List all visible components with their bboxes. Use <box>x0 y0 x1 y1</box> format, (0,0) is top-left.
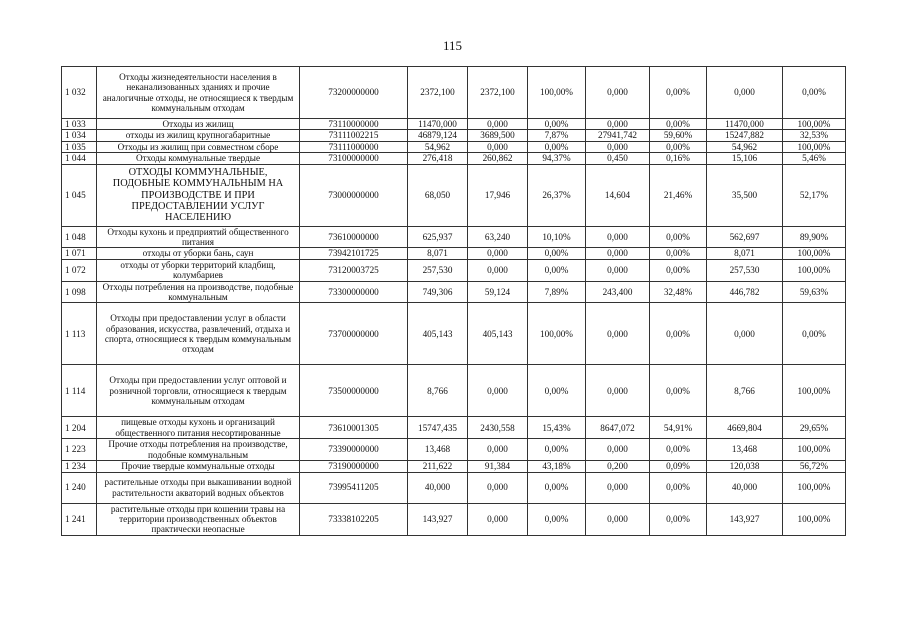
neutralized-amount-cell: 0,000 <box>586 503 650 535</box>
fkko-code-cell: 73610001305 <box>300 417 408 439</box>
neutralized-share-cell: 0,00% <box>650 226 707 248</box>
utilized-amount-cell: 405,143 <box>468 303 528 365</box>
fkko-code-cell: 73300000000 <box>300 281 408 303</box>
page-number: 115 <box>442 38 463 53</box>
utilized-amount-cell: 0,000 <box>468 259 528 281</box>
placed-amount-cell: 446,782 <box>707 281 783 303</box>
table-row <box>62 153 846 164</box>
formed-amount-cell: 211,622 <box>408 461 468 472</box>
formed-amount-cell: 54,962 <box>408 141 468 152</box>
utilized-amount-cell: 2430,558 <box>468 417 528 439</box>
table-row <box>62 164 846 226</box>
neutralized-share-cell: 0,00% <box>650 248 707 259</box>
table-row <box>62 259 846 281</box>
waste-name-cell: Отходы кухонь и предприятий общественного питания <box>97 226 300 248</box>
utilized-share-cell: 7,89% <box>528 281 586 303</box>
row-number-cell: 1 223 <box>62 439 97 461</box>
formed-amount-cell: 8,766 <box>408 365 468 417</box>
waste-name-cell: пищевые отходы кухонь и организаций общественного питания несортированные <box>97 417 300 439</box>
formed-amount-cell: 46879,124 <box>408 130 468 141</box>
placed-share-cell: 0,00% <box>783 67 846 119</box>
fkko-code-cell: 73200000000 <box>300 67 408 119</box>
fkko-code-cell: 73390000000 <box>300 439 408 461</box>
placed-share-cell: 56,72% <box>783 461 846 472</box>
row-number-cell: 1 240 <box>62 472 97 503</box>
table-row <box>62 461 846 472</box>
waste-name-cell: Отходы при предоставлении услуг оптовой и розничной торговли, относящиеся к твердым коммунальным отходам <box>97 365 300 417</box>
placed-share-cell: 100,00% <box>783 439 846 461</box>
fkko-code-cell: 73110000000 <box>300 119 408 130</box>
utilized-share-cell: 0,00% <box>528 472 586 503</box>
waste-name-cell: Прочие отходы потребления на производстве, подобные коммунальным <box>97 439 300 461</box>
neutralized-amount-cell: 0,000 <box>586 248 650 259</box>
utilized-share-cell: 100,00% <box>528 67 586 119</box>
neutralized-amount-cell: 27941,742 <box>586 130 650 141</box>
formed-amount-cell: 15747,435 <box>408 417 468 439</box>
utilized-share-cell: 0,00% <box>528 119 586 130</box>
row-number-cell: 1 032 <box>62 67 97 119</box>
placed-amount-cell: 11470,000 <box>707 119 783 130</box>
fkko-code-cell: 73111000000 <box>300 141 408 152</box>
waste-data-table <box>61 66 846 536</box>
neutralized-share-cell: 0,00% <box>650 303 707 365</box>
fkko-code-cell: 73190000000 <box>300 461 408 472</box>
placed-amount-cell: 15,106 <box>707 153 783 164</box>
neutralized-amount-cell: 8647,072 <box>586 417 650 439</box>
placed-share-cell: 100,00% <box>783 503 846 535</box>
waste-name-cell: отходы от уборки бань, саун <box>97 248 300 259</box>
neutralized-share-cell: 0,00% <box>650 439 707 461</box>
utilized-amount-cell: 3689,500 <box>468 130 528 141</box>
placed-amount-cell: 35,500 <box>707 164 783 226</box>
placed-share-cell: 100,00% <box>783 259 846 281</box>
placed-amount-cell: 8,071 <box>707 248 783 259</box>
table-row <box>62 67 846 119</box>
fkko-code-cell: 73111002215 <box>300 130 408 141</box>
formed-amount-cell: 13,468 <box>408 439 468 461</box>
utilized-amount-cell: 0,000 <box>468 439 528 461</box>
placed-amount-cell: 120,038 <box>707 461 783 472</box>
formed-amount-cell: 68,050 <box>408 164 468 226</box>
placed-amount-cell: 257,530 <box>707 259 783 281</box>
neutralized-share-cell: 32,48% <box>650 281 707 303</box>
waste-name-cell: Прочие твердые коммунальные отходы <box>97 461 300 472</box>
neutralized-share-cell: 0,00% <box>650 365 707 417</box>
placed-amount-cell: 143,927 <box>707 503 783 535</box>
placed-share-cell: 0,00% <box>783 303 846 365</box>
row-number-cell: 1 114 <box>62 365 97 417</box>
fkko-code-cell: 73338102205 <box>300 503 408 535</box>
waste-name-cell: Отходы жизнедеятельности населения в неканализованных зданиях и прочие аналогичные отходы, не относящиеся к твердым коммунальным отходам <box>97 67 300 119</box>
row-number-cell: 1 044 <box>62 153 97 164</box>
placed-amount-cell: 15247,882 <box>707 130 783 141</box>
row-number-cell: 1 045 <box>62 164 97 226</box>
formed-amount-cell: 40,000 <box>408 472 468 503</box>
neutralized-share-cell: 21,46% <box>650 164 707 226</box>
placed-share-cell: 52,17% <box>783 164 846 226</box>
fkko-code-cell: 73120003725 <box>300 259 408 281</box>
utilized-amount-cell: 17,946 <box>468 164 528 226</box>
neutralized-amount-cell: 0,000 <box>586 259 650 281</box>
table-row <box>62 119 846 130</box>
fkko-code-cell: 73610000000 <box>300 226 408 248</box>
formed-amount-cell: 11470,000 <box>408 119 468 130</box>
utilized-share-cell: 0,00% <box>528 141 586 152</box>
utilized-share-cell: 0,00% <box>528 259 586 281</box>
placed-amount-cell: 54,962 <box>707 141 783 152</box>
utilized-amount-cell: 0,000 <box>468 365 528 417</box>
utilized-amount-cell: 260,862 <box>468 153 528 164</box>
fkko-code-cell: 73500000000 <box>300 365 408 417</box>
fkko-code-cell: 73100000000 <box>300 153 408 164</box>
table-row <box>62 472 846 503</box>
table-row <box>62 226 846 248</box>
table-row <box>62 303 846 365</box>
neutralized-amount-cell: 0,000 <box>586 439 650 461</box>
waste-name-cell: Отходы из жилищ при совместном сборе <box>97 141 300 152</box>
placed-amount-cell: 562,697 <box>707 226 783 248</box>
table-row <box>62 365 846 417</box>
utilized-share-cell: 26,37% <box>528 164 586 226</box>
formed-amount-cell: 2372,100 <box>408 67 468 119</box>
utilized-amount-cell: 0,000 <box>468 248 528 259</box>
row-number-cell: 1 204 <box>62 417 97 439</box>
utilized-amount-cell: 0,000 <box>468 503 528 535</box>
neutralized-share-cell: 54,91% <box>650 417 707 439</box>
placed-share-cell: 100,00% <box>783 141 846 152</box>
neutralized-share-cell: 0,00% <box>650 119 707 130</box>
row-number-cell: 1 071 <box>62 248 97 259</box>
row-number-cell: 1 234 <box>62 461 97 472</box>
row-number-cell: 1 072 <box>62 259 97 281</box>
waste-name-cell: отходы от уборки территорий кладбищ, колумбариев <box>97 259 300 281</box>
row-number-cell: 1 035 <box>62 141 97 152</box>
placed-share-cell: 32,53% <box>783 130 846 141</box>
table-row <box>62 281 846 303</box>
placed-share-cell: 29,65% <box>783 417 846 439</box>
utilized-amount-cell: 91,384 <box>468 461 528 472</box>
neutralized-amount-cell: 0,000 <box>586 119 650 130</box>
utilized-share-cell: 10,10% <box>528 226 586 248</box>
placed-amount-cell: 0,000 <box>707 303 783 365</box>
formed-amount-cell: 257,530 <box>408 259 468 281</box>
fkko-code-cell: 73700000000 <box>300 303 408 365</box>
table-row <box>62 439 846 461</box>
utilized-share-cell: 0,00% <box>528 365 586 417</box>
neutralized-amount-cell: 0,000 <box>586 141 650 152</box>
formed-amount-cell: 143,927 <box>408 503 468 535</box>
neutralized-amount-cell: 0,200 <box>586 461 650 472</box>
table-row <box>62 503 846 535</box>
utilized-amount-cell: 59,124 <box>468 281 528 303</box>
neutralized-share-cell: 59,60% <box>650 130 707 141</box>
placed-share-cell: 59,63% <box>783 281 846 303</box>
utilized-amount-cell: 0,000 <box>468 119 528 130</box>
placed-share-cell: 5,46% <box>783 153 846 164</box>
placed-amount-cell: 4669,804 <box>707 417 783 439</box>
placed-share-cell: 100,00% <box>783 365 846 417</box>
placed-amount-cell: 8,766 <box>707 365 783 417</box>
placed-amount-cell: 13,468 <box>707 439 783 461</box>
neutralized-share-cell: 0,00% <box>650 472 707 503</box>
neutralized-amount-cell: 0,000 <box>586 472 650 503</box>
waste-name-cell: отходы из жилищ крупногабаритные <box>97 130 300 141</box>
placed-share-cell: 100,00% <box>783 472 846 503</box>
row-number-cell: 1 033 <box>62 119 97 130</box>
waste-name-cell: растительные отходы при выкашивании водной растительности акваторий водных объектов <box>97 472 300 503</box>
neutralized-amount-cell: 0,000 <box>586 303 650 365</box>
table-row <box>62 130 846 141</box>
placed-share-cell: 89,90% <box>783 226 846 248</box>
formed-amount-cell: 8,071 <box>408 248 468 259</box>
utilized-share-cell: 43,18% <box>528 461 586 472</box>
waste-name-cell: растительные отходы при кошении травы на территории производственных объектов практически неопасные <box>97 503 300 535</box>
waste-name-cell: Отходы при предоставлении услуг в области образования, искусства, развлечений, отдыха и спорта, относящиеся к твердым коммунальным отходам <box>97 303 300 365</box>
waste-name-cell: Отходы потребления на производстве, подобные коммунальным <box>97 281 300 303</box>
utilized-share-cell: 100,00% <box>528 303 586 365</box>
placed-amount-cell: 40,000 <box>707 472 783 503</box>
table-row <box>62 417 846 439</box>
waste-name-cell: Отходы коммунальные твердые <box>97 153 300 164</box>
fkko-code-cell: 73000000000 <box>300 164 408 226</box>
formed-amount-cell: 405,143 <box>408 303 468 365</box>
row-number-cell: 1 241 <box>62 503 97 535</box>
row-number-cell: 1 098 <box>62 281 97 303</box>
neutralized-amount-cell: 0,000 <box>586 226 650 248</box>
utilized-amount-cell: 0,000 <box>468 472 528 503</box>
formed-amount-cell: 749,306 <box>408 281 468 303</box>
placed-share-cell: 100,00% <box>783 119 846 130</box>
row-number-cell: 1 048 <box>62 226 97 248</box>
neutralized-amount-cell: 0,000 <box>586 365 650 417</box>
fkko-code-cell: 73942101725 <box>300 248 408 259</box>
neutralized-share-cell: 0,00% <box>650 141 707 152</box>
table-row <box>62 248 846 259</box>
utilized-share-cell: 0,00% <box>528 503 586 535</box>
utilized-share-cell: 7,87% <box>528 130 586 141</box>
fkko-code-cell: 73995411205 <box>300 472 408 503</box>
neutralized-amount-cell: 0,000 <box>586 67 650 119</box>
placed-share-cell: 100,00% <box>783 248 846 259</box>
neutralized-share-cell: 0,16% <box>650 153 707 164</box>
neutralized-amount-cell: 14,604 <box>586 164 650 226</box>
utilized-share-cell: 94,37% <box>528 153 586 164</box>
table-row <box>62 141 846 152</box>
utilized-share-cell: 15,43% <box>528 417 586 439</box>
neutralized-amount-cell: 243,400 <box>586 281 650 303</box>
waste-name-cell: ОТХОДЫ КОММУНАЛЬНЫЕ, ПОДОБНЫЕ КОММУНАЛЬНЫМ НА ПРОИЗВОДСТВЕ И ПРИ ПРЕДОСТАВЛЕНИИ УСЛУГ НАСЕЛЕНИЮ <box>97 164 300 226</box>
utilized-share-cell: 0,00% <box>528 439 586 461</box>
neutralized-share-cell: 0,00% <box>650 503 707 535</box>
utilized-share-cell: 0,00% <box>528 248 586 259</box>
placed-amount-cell: 0,000 <box>707 67 783 119</box>
formed-amount-cell: 276,418 <box>408 153 468 164</box>
utilized-amount-cell: 2372,100 <box>468 67 528 119</box>
formed-amount-cell: 625,937 <box>408 226 468 248</box>
utilized-amount-cell: 63,240 <box>468 226 528 248</box>
neutralized-share-cell: 0,00% <box>650 67 707 119</box>
neutralized-amount-cell: 0,450 <box>586 153 650 164</box>
utilized-amount-cell: 0,000 <box>468 141 528 152</box>
neutralized-share-cell: 0,09% <box>650 461 707 472</box>
row-number-cell: 1 113 <box>62 303 97 365</box>
row-number-cell: 1 034 <box>62 130 97 141</box>
neutralized-share-cell: 0,00% <box>650 259 707 281</box>
waste-name-cell: Отходы из жилищ <box>97 119 300 130</box>
